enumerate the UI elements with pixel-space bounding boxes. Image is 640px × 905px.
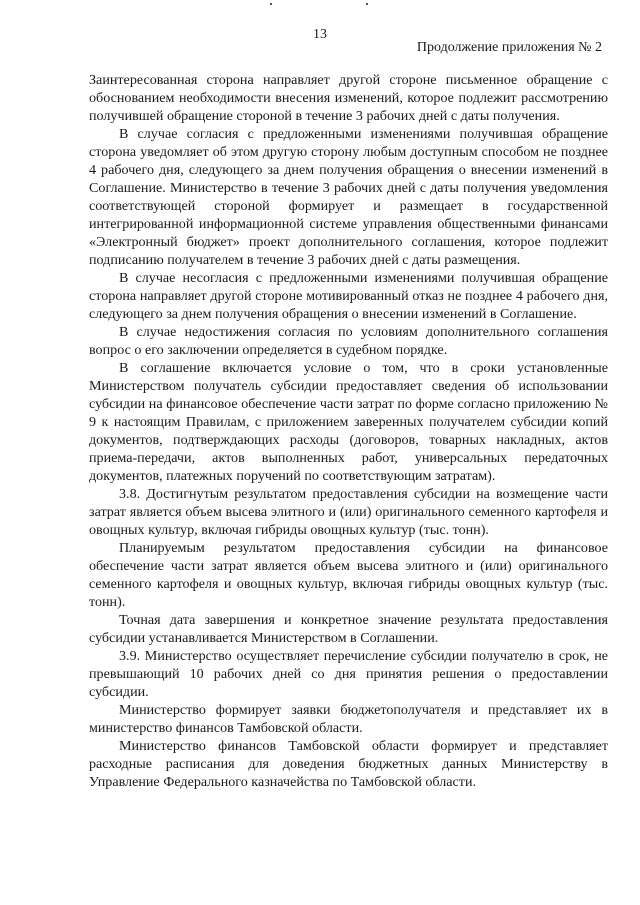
paragraph: Министерство формирует заявки бюджетополучателя и представляет их в министерство финансов Тамбовской области. [89,702,608,736]
paragraph: Заинтересованная сторона направляет другой стороне письменное обращение с обоснованием необходимости внесения изменений, которое подлежит рассмотрению получившей обращение стороной в течение 3 рабочих дней с даты получения. [89,72,608,124]
page-number: 13 [313,27,327,42]
paragraph: Министерство финансов Тамбовской области формирует и представляет расходные расписания для доведения бюджетных данных Министерству в Управление Федерального казначейства по Тамбовской области. [89,738,608,790]
paragraph: В соглашение включается условие о том, что в сроки установленные Министерством получатель субсидии предоставляет сведения об использовании субсидии на финансовое обеспечение части затрат по форме согласно приложению № 9 к настоящим Правилам, с приложением заверенных получателем субсидии копий документов, подтверждающих расходы (договоров, товарных накладных, актов приема-передачи, актов выполненных работ, универсальных передаточных документов, платежных поручений по соответствующим затратам). [89,360,608,484]
paragraph: В случае согласия с предложенными изменениями получившая обращение сторона уведомляет об этом другую сторону любым доступным способом не позднее 4 рабочего дня, следующего за днем получения обращения о внесении изменений в Соглашение. Министерство в течение 3 рабочих дней с даты получения уведомления соответствующей стороной формирует и размещает в государственной интегрированной информационной системе управления общественными финансами «Электронный бюджет» проект дополнительного соглашения, которое подлежит подписанию получателем в течение 3 рабочих дней с даты размещения. [89,126,608,268]
paragraph: 3.9. Министерство осуществляет перечисление субсидии получателю в срок, не превышающий 10 рабочих дней со дня принятия решения о предоставлении субсидии. [89,648,608,700]
scan-artifact [270,3,272,5]
scan-artifact [366,3,368,5]
paragraph: 3.8. Достигнутым результатом предоставления субсидии на возмещение части затрат является объем высева элитного и (или) оригинального семенного картофеля и овощных культур, включая гибриды овощных культур (тыс. тонн). [89,486,608,538]
appendix-label: Продолжение приложения № 2 [416,40,602,55]
document-body [89,71,608,791]
paragraph: Точная дата завершения и конкретное значение результата предоставления субсидии устанавливается Министерством в Соглашении. [89,612,608,646]
paragraph: В случае недостижения согласия по условиям дополнительного соглашения вопрос о его заключении определяется в судебном порядке. [89,324,608,358]
paragraph: В случае несогласия с предложенными изменениями получившая обращение сторона направляет другой стороне мотивированный отказ не позднее 4 рабочего дня, следующего за днем получения обращения о внесении изменений в Соглашение. [89,270,608,322]
paragraph: Планируемым результатом предоставления субсидии на финансовое обеспечение части затрат является объем высева элитного и (или) оригинального семенного картофеля и овощных культур, включая гибриды овощных культур (тыс. тонн). [89,540,608,610]
